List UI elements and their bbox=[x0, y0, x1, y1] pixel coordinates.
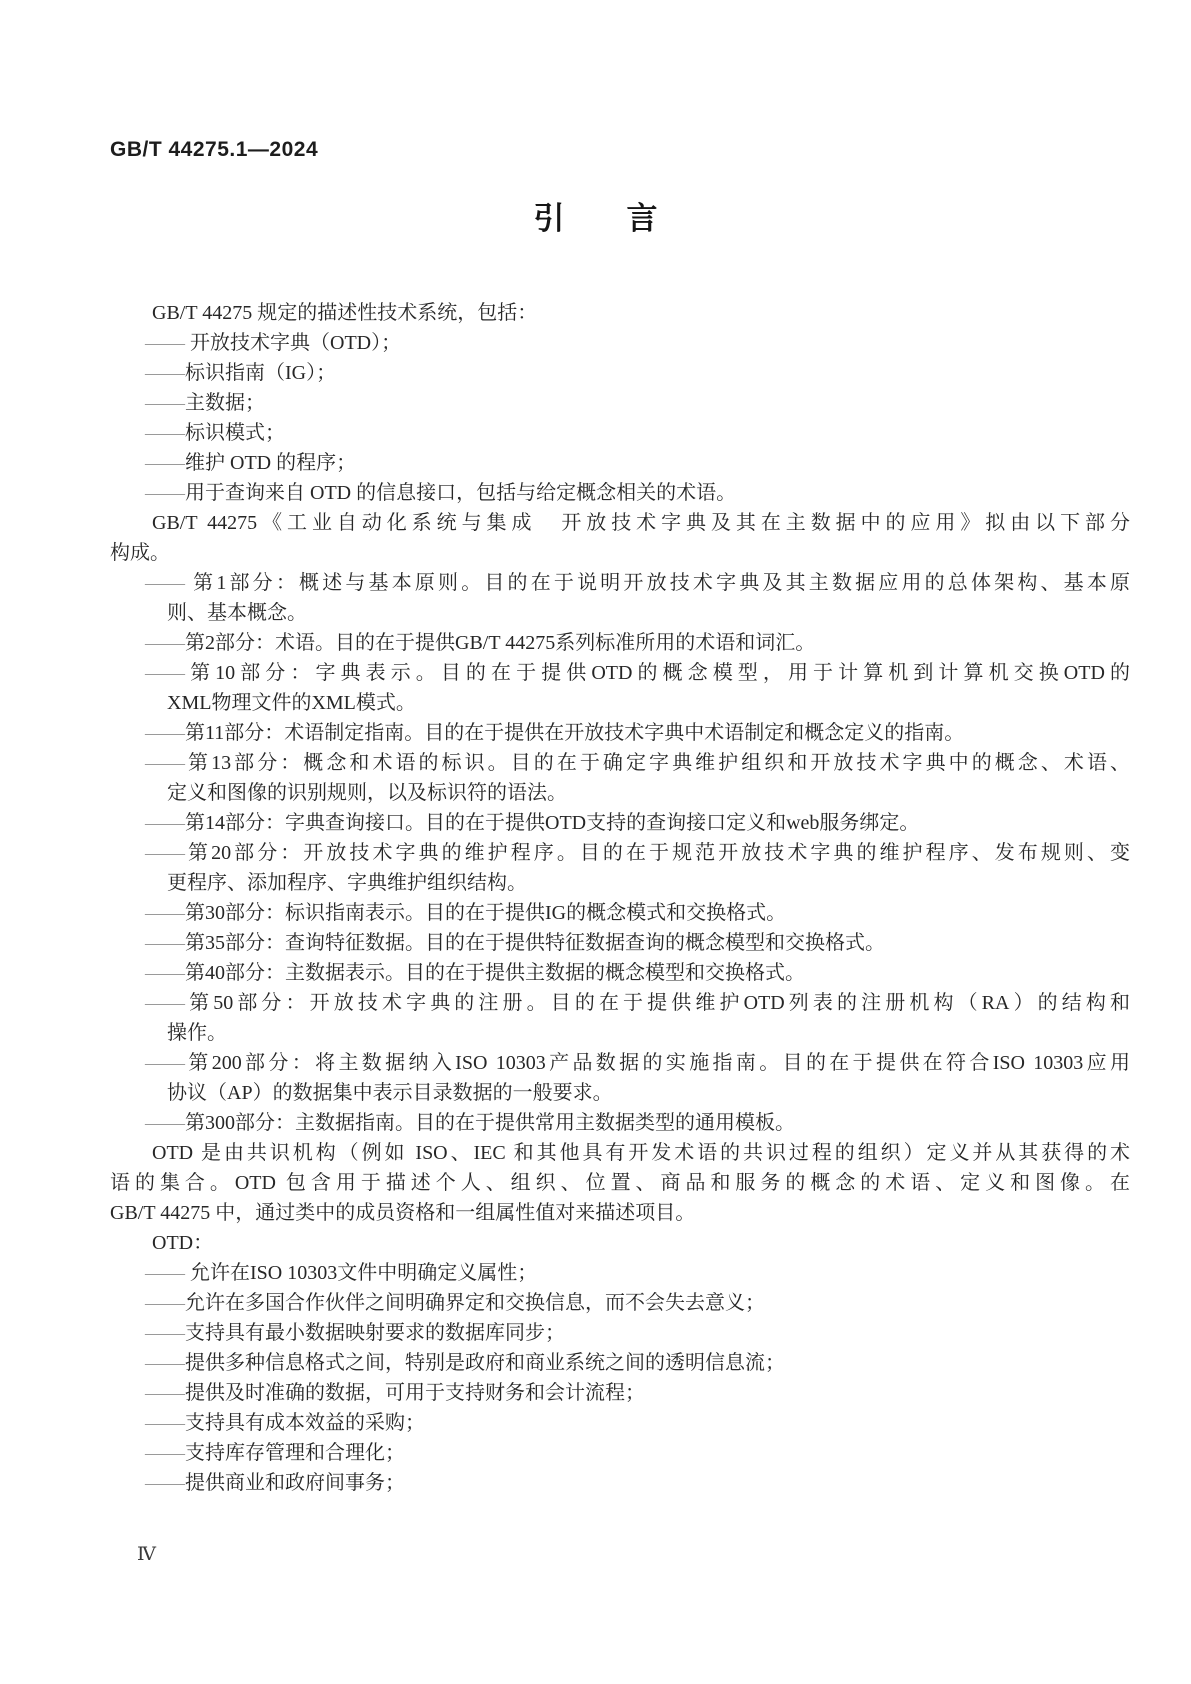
em-dash: —— bbox=[145, 1352, 185, 1374]
em-dash: —— bbox=[145, 452, 185, 474]
em-dash: —— bbox=[145, 1052, 185, 1074]
list-item-line: ——标识模式； bbox=[145, 422, 285, 444]
list-item-line: ——第200部分：将主数据纳入ISO 10303产品数据的实施指南。目的在于提供在符合ISO 10303应用 bbox=[145, 1052, 1130, 1074]
list-item-line: ——第35部分：查询特征数据。目的在于提供特征数据查询的概念模型和交换格式。 bbox=[145, 932, 885, 954]
list-item-line: ——第11部分：术语制定指南。目的在于提供在开放技术字典中术语制定和概念定义的指南。 bbox=[145, 722, 965, 744]
em-dash: —— bbox=[145, 632, 185, 654]
list-item-line: —— 开放技术字典（OTD）； bbox=[145, 332, 402, 354]
list-item-line: ——第40部分：主数据表示。目的在于提供主数据的概念模型和交换格式。 bbox=[145, 962, 805, 984]
em-dash: —— bbox=[145, 1382, 185, 1404]
em-dash: —— bbox=[145, 1442, 185, 1464]
paragraph-line: OTD： bbox=[152, 1232, 214, 1254]
standard-number: GB/T 44275.1—2024 bbox=[110, 138, 319, 161]
em-dash: —— bbox=[145, 1322, 185, 1344]
list-item-line: ——维护 OTD 的程序； bbox=[145, 452, 357, 474]
list-item-line: ——第300部分：主数据指南。目的在于提供常用主数据类型的通用模板。 bbox=[145, 1112, 795, 1134]
paragraph-line: GB/T 44275《工业自动化系统与集成 开放技术字典及其在主数据中的应用》拟由以下部分 bbox=[152, 512, 1130, 534]
em-dash: —— bbox=[145, 482, 185, 504]
paragraph-line: 构成。 bbox=[110, 542, 170, 564]
page-number: Ⅳ bbox=[137, 1544, 156, 1565]
em-dash: —— bbox=[145, 992, 185, 1014]
em-dash: —— bbox=[145, 662, 185, 684]
list-item-line: ——允许在多国合作伙伴之间明确界定和交换信息，而不会失去意义； bbox=[145, 1292, 765, 1314]
em-dash: —— bbox=[145, 1262, 185, 1284]
list-item-line: ——用于查询来自 OTD 的信息接口，包括与给定概念相关的术语。 bbox=[145, 482, 737, 504]
list-item-line: ——支持库存管理和合理化； bbox=[145, 1442, 405, 1464]
em-dash: —— bbox=[145, 962, 185, 984]
em-dash: —— bbox=[145, 1292, 185, 1314]
em-dash: —— bbox=[145, 1412, 185, 1434]
list-item-line: ——提供多种信息格式之间，特别是政府和商业系统之间的透明信息流； bbox=[145, 1352, 785, 1374]
paragraph-line: 更程序、添加程序、字典维护组织结构。 bbox=[167, 872, 527, 894]
em-dash: —— bbox=[145, 932, 185, 954]
em-dash: —— bbox=[145, 842, 185, 864]
list-item-line: ——主数据； bbox=[145, 392, 265, 414]
list-item-line: ——提供及时准确的数据，可用于支持财务和会计流程； bbox=[145, 1382, 645, 1404]
page-title: 引 言 bbox=[533, 201, 658, 236]
paragraph-line: 定义和图像的识别规则，以及标识符的语法。 bbox=[167, 782, 567, 804]
em-dash: —— bbox=[145, 902, 185, 924]
em-dash: —— bbox=[145, 392, 185, 414]
em-dash: —— bbox=[145, 1472, 185, 1494]
em-dash: —— bbox=[145, 752, 185, 774]
list-item-line: ——第2部分：术语。目的在于提供GB/T 44275系列标准所用的术语和词汇。 bbox=[145, 632, 816, 654]
paragraph-line: 则、基本概念。 bbox=[167, 602, 307, 624]
list-item-line: —— 第1部分：概述与基本原则。目的在于说明开放技术字典及其主数据应用的总体架构、基本原 bbox=[145, 572, 1130, 594]
em-dash: —— bbox=[145, 812, 185, 834]
paragraph-line: 操作。 bbox=[167, 1022, 227, 1044]
paragraph-line: 语的集合。OTD 包含用于描述个人、组织、位置、商品和服务的概念的术语、定义和图像。在 bbox=[110, 1172, 1130, 1194]
paragraph-line: GB/T 44275 中，通过类中的成员资格和一组属性值对来描述项目。 bbox=[110, 1202, 696, 1224]
em-dash: —— bbox=[145, 572, 185, 594]
list-item-line: ——标识指南（IG）； bbox=[145, 362, 337, 384]
list-item-line: —— 允许在ISO 10303文件中明确定义属性； bbox=[145, 1262, 538, 1284]
list-item-line: ——第13部分：概念和术语的标识。目的在于确定字典维护组织和开放技术字典中的概念、术语、 bbox=[145, 752, 1130, 774]
em-dash: —— bbox=[145, 722, 185, 744]
body-text bbox=[110, 298, 1130, 1498]
list-item-line: ——第50部分：开放技术字典的注册。目的在于提供维护OTD列表的注册机构（RA）的结构和 bbox=[145, 992, 1130, 1014]
list-item-line: ——第30部分：标识指南表示。目的在于提供IG的概念模式和交换格式。 bbox=[145, 902, 787, 924]
list-item-line: ——第20部分：开放技术字典的维护程序。目的在于规范开放技术字典的维护程序、发布规则、变 bbox=[145, 842, 1130, 864]
list-item-line: ——支持具有最小数据映射要求的数据库同步； bbox=[145, 1322, 565, 1344]
paragraph-line: OTD 是由共识机构（例如 ISO、IEC 和其他具有开发术语的共识过程的组织）定义并从其获得的术 bbox=[152, 1142, 1130, 1164]
em-dash: —— bbox=[145, 332, 185, 354]
em-dash: —— bbox=[145, 1112, 185, 1134]
paragraph-line: GB/T 44275 规定的描述性技术系统，包括： bbox=[152, 302, 538, 324]
list-item-line: ——第14部分：字典查询接口。目的在于提供OTD支持的查询接口定义和web服务绑定。 bbox=[145, 812, 920, 834]
paragraph-line: XML物理文件的XML模式。 bbox=[167, 692, 416, 714]
list-item-line: ——第10部分：字典表示。目的在于提供OTD的概念模型，用于计算机到计算机交换OTD的 bbox=[145, 662, 1130, 684]
em-dash: —— bbox=[145, 362, 185, 384]
list-item-line: ——支持具有成本效益的采购； bbox=[145, 1412, 425, 1434]
paragraph-line: 协议（AP）的数据集中表示目录数据的一般要求。 bbox=[167, 1082, 613, 1104]
list-item-line: ——提供商业和政府间事务； bbox=[145, 1472, 405, 1494]
em-dash: —— bbox=[145, 422, 185, 444]
